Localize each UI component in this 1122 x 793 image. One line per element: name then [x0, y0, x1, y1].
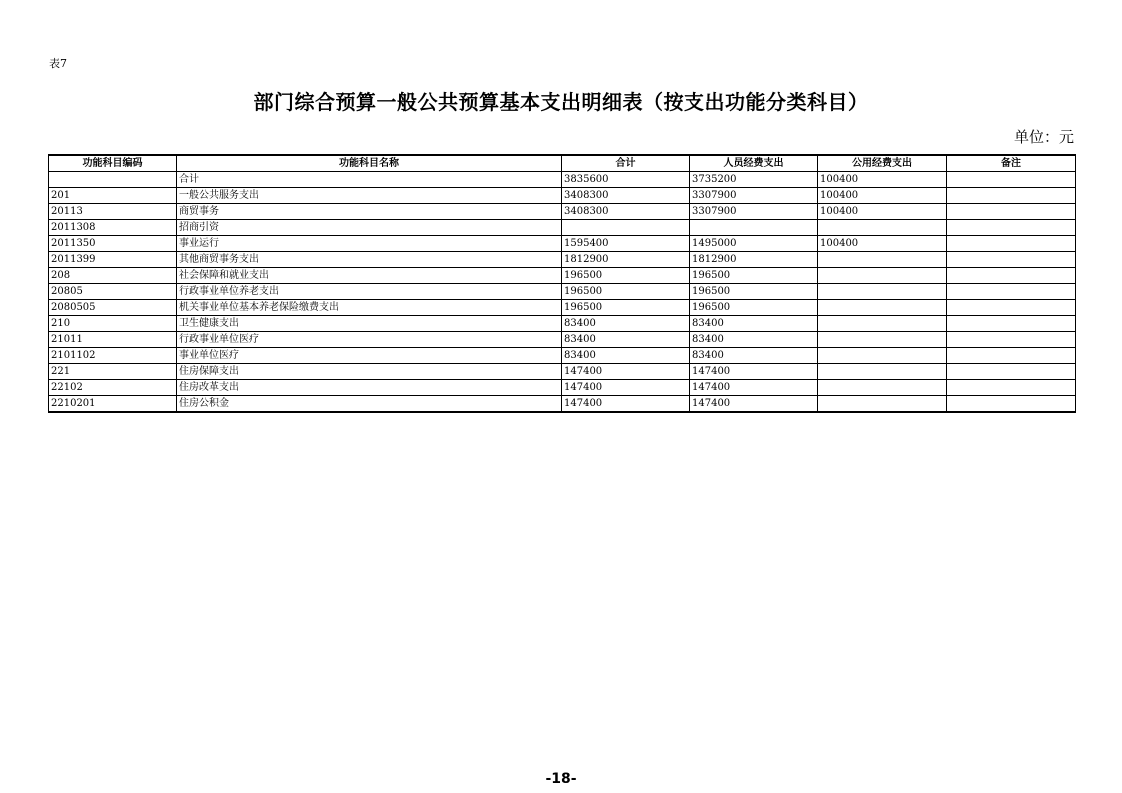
cell-personnel: 83400 — [690, 348, 818, 364]
cell-total: 3835600 — [562, 172, 690, 188]
cell-name: 其他商贸事务支出 — [177, 252, 562, 268]
cell-code: 2080505 — [49, 300, 177, 316]
cell-code: 2011399 — [49, 252, 177, 268]
cell-total: 196500 — [562, 300, 690, 316]
cell-code: 22102 — [49, 380, 177, 396]
cell-note — [947, 300, 1076, 316]
table-row — [49, 268, 1076, 284]
cell-code — [49, 172, 177, 188]
table-row — [49, 316, 1076, 332]
cell-name: 合计 — [177, 172, 562, 188]
cell-personnel: 3735200 — [690, 172, 818, 188]
cell-name: 事业单位医疗 — [177, 348, 562, 364]
cell-public — [818, 380, 947, 396]
table-row — [49, 364, 1076, 380]
cell-personnel: 3307900 — [690, 204, 818, 220]
cell-note — [947, 236, 1076, 252]
cell-name: 住房公积金 — [177, 396, 562, 413]
cell-public — [818, 300, 947, 316]
cell-name: 事业运行 — [177, 236, 562, 252]
cell-note — [947, 380, 1076, 396]
cell-personnel: 1495000 — [690, 236, 818, 252]
cell-public — [818, 348, 947, 364]
cell-public — [818, 316, 947, 332]
cell-code: 201 — [49, 188, 177, 204]
cell-public: 100400 — [818, 236, 947, 252]
cell-total: 83400 — [562, 332, 690, 348]
cell-note — [947, 364, 1076, 380]
cell-name: 机关事业单位基本养老保险缴费支出 — [177, 300, 562, 316]
cell-total: 147400 — [562, 364, 690, 380]
cell-total: 196500 — [562, 284, 690, 300]
cell-code: 221 — [49, 364, 177, 380]
cell-total: 196500 — [562, 268, 690, 284]
cell-personnel: 147400 — [690, 380, 818, 396]
table-row — [49, 284, 1076, 300]
cell-note — [947, 172, 1076, 188]
cell-total: 1812900 — [562, 252, 690, 268]
header-name: 功能科目名称 — [177, 155, 562, 172]
header-note: 备注 — [947, 155, 1076, 172]
cell-note — [947, 316, 1076, 332]
table-row — [49, 380, 1076, 396]
cell-personnel: 196500 — [690, 268, 818, 284]
cell-total: 147400 — [562, 396, 690, 413]
cell-code: 210 — [49, 316, 177, 332]
table-label: 表7 — [49, 57, 67, 70]
cell-name: 住房改革支出 — [177, 380, 562, 396]
cell-public — [818, 332, 947, 348]
table-row — [49, 252, 1076, 268]
table-row — [49, 172, 1076, 188]
page-title: 部门综合预算一般公共预算基本支出明细表（按支出功能分类科目） — [253, 90, 869, 114]
table-row — [49, 204, 1076, 220]
cell-personnel: 1812900 — [690, 252, 818, 268]
page-number: -18- — [545, 771, 577, 787]
cell-note — [947, 332, 1076, 348]
cell-public — [818, 252, 947, 268]
table-row — [49, 300, 1076, 316]
cell-public — [818, 284, 947, 300]
table-header-row — [49, 155, 1076, 172]
header-code: 功能科目编码 — [49, 155, 177, 172]
cell-personnel: 83400 — [690, 316, 818, 332]
cell-total: 3408300 — [562, 204, 690, 220]
header-personnel: 人员经费支出 — [690, 155, 818, 172]
cell-personnel: 147400 — [690, 364, 818, 380]
expenditure-detail-table — [48, 154, 1076, 413]
table-body — [49, 172, 1076, 413]
cell-code: 2011350 — [49, 236, 177, 252]
cell-code: 20113 — [49, 204, 177, 220]
cell-name: 行政事业单位养老支出 — [177, 284, 562, 300]
cell-note — [947, 252, 1076, 268]
cell-total: 147400 — [562, 380, 690, 396]
cell-public: 100400 — [818, 188, 947, 204]
cell-name: 住房保障支出 — [177, 364, 562, 380]
cell-total: 83400 — [562, 316, 690, 332]
cell-name: 卫生健康支出 — [177, 316, 562, 332]
cell-public: 100400 — [818, 172, 947, 188]
table-row — [49, 396, 1076, 413]
cell-code: 21011 — [49, 332, 177, 348]
table-row — [49, 348, 1076, 364]
cell-note — [947, 188, 1076, 204]
cell-personnel: 196500 — [690, 300, 818, 316]
cell-code: 20805 — [49, 284, 177, 300]
cell-name: 商贸事务 — [177, 204, 562, 220]
cell-note — [947, 204, 1076, 220]
table-row — [49, 188, 1076, 204]
cell-personnel: 196500 — [690, 284, 818, 300]
cell-note — [947, 268, 1076, 284]
cell-code: 2101102 — [49, 348, 177, 364]
cell-name: 行政事业单位医疗 — [177, 332, 562, 348]
cell-total — [562, 220, 690, 236]
cell-note — [947, 396, 1076, 413]
cell-personnel: 147400 — [690, 396, 818, 413]
cell-public: 100400 — [818, 204, 947, 220]
cell-personnel — [690, 220, 818, 236]
cell-personnel: 3307900 — [690, 188, 818, 204]
cell-name: 招商引资 — [177, 220, 562, 236]
cell-code: 208 — [49, 268, 177, 284]
cell-total: 3408300 — [562, 188, 690, 204]
cell-note — [947, 220, 1076, 236]
cell-personnel: 83400 — [690, 332, 818, 348]
cell-public — [818, 268, 947, 284]
cell-total: 1595400 — [562, 236, 690, 252]
cell-code: 2210201 — [49, 396, 177, 413]
cell-total: 83400 — [562, 348, 690, 364]
cell-public — [818, 220, 947, 236]
cell-note — [947, 284, 1076, 300]
table-row — [49, 332, 1076, 348]
header-total: 合计 — [562, 155, 690, 172]
cell-code: 2011308 — [49, 220, 177, 236]
cell-public — [818, 364, 947, 380]
cell-name: 社会保障和就业支出 — [177, 268, 562, 284]
cell-name: 一般公共服务支出 — [177, 188, 562, 204]
cell-note — [947, 348, 1076, 364]
cell-public — [818, 396, 947, 413]
unit-label: 单位：元 — [1013, 128, 1074, 146]
header-public: 公用经费支出 — [818, 155, 947, 172]
table-row — [49, 220, 1076, 236]
table-row — [49, 236, 1076, 252]
